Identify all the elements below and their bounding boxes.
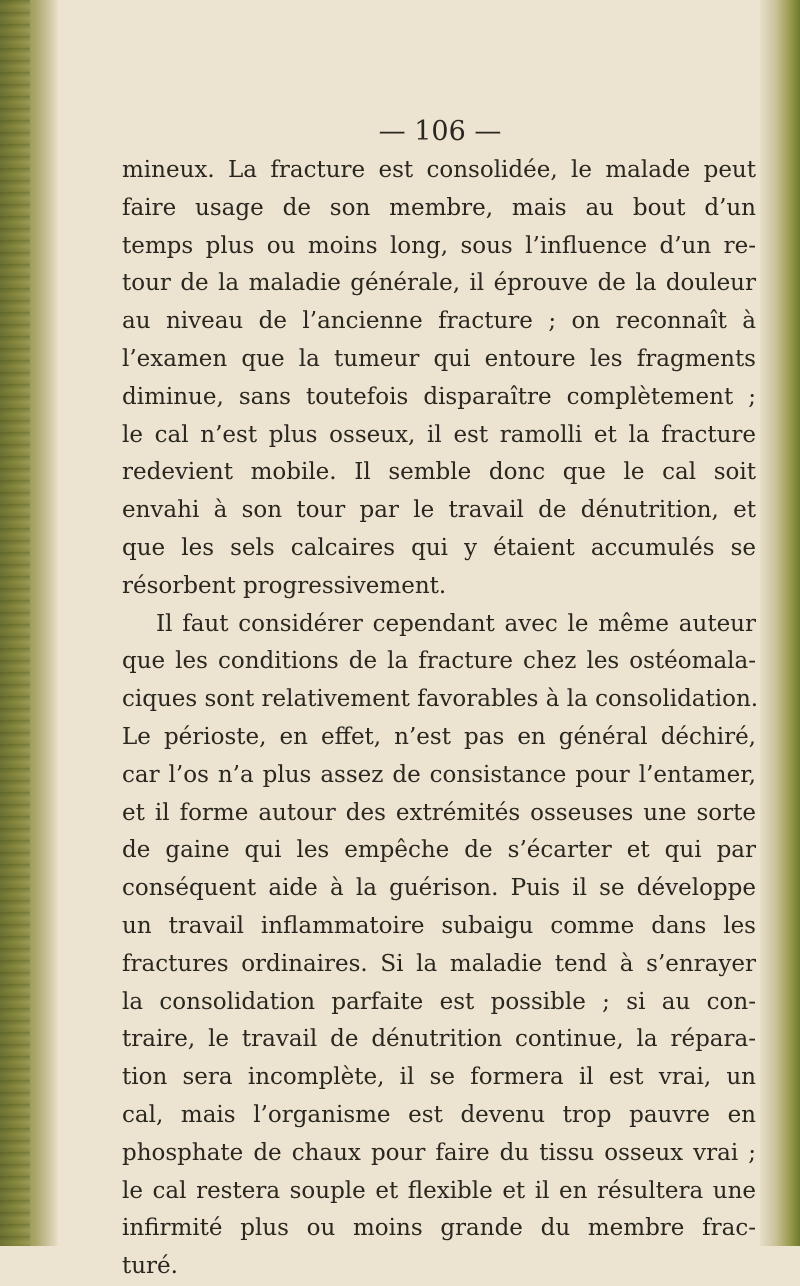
text-line: Le périoste, en effet, n’est pas en général déchiré, [122,723,756,750]
text-body [100,152,764,1286]
text-line: tour de la maladie générale, il éprouve de la douleur [122,270,756,297]
text-line: turé. [122,1253,178,1280]
binding-texture [0,0,30,1246]
text-line: ciques sont relativement favorables à la consolidation. [122,686,759,713]
text-line: traire, le travail de dénutrition continue, la répara- [122,1026,756,1053]
text-line: phosphate de chaux pour faire du tissu osseux vrai ; [122,1139,756,1166]
text-line: diminue, sans toutefois disparaître complètement ; [122,383,756,410]
paragraph [100,152,764,606]
page-body [100,112,764,1286]
text-line: faire usage de son membre, mais au bout d’un [122,194,756,221]
text-line: envahi à son tour par le travail de dénutrition, et [122,497,756,524]
text-line: résorbent progressivement. [122,572,447,599]
text-line: mineux. La fracture est consolidée, le malade peut [122,157,756,183]
text-line: de gaine qui les empêche de s’écarter et qui par [122,837,756,864]
text-line: et il forme autour des extrémités osseuses une sorte [122,799,756,826]
text-line: fractures ordinaires. Si la maladie tend à s’enrayer [122,950,756,977]
text-line: tion sera incomplète, il se formera il est vrai, un [122,1064,756,1091]
text-line: conséquent aide à la guérison. Puis il se développe [122,875,756,902]
page-binding-left-edge [0,0,58,1246]
text-line: cal, mais l’organisme est devenu trop pauvre en [122,1101,756,1128]
text-line: car l’os n’a plus assez de consistance pour l’entamer, [122,761,756,788]
text-line: que les sels calcaires qui y étaient accumulés se [122,534,756,561]
text-line: le cal restera souple et flexible et il en résultera une [122,1177,756,1204]
text-line: l’examen que la tumeur qui entoure les fragments [122,345,756,372]
text-line: redevient mobile. Il semble donc que le cal soit [122,459,756,486]
page-binding-right-edge [760,0,800,1246]
text-line: que les conditions de la fracture chez les ostéomala- [122,648,756,675]
text-line: Il faut considérer cependant avec le même auteur [156,610,756,637]
page-number: — 106 — [378,116,502,147]
text-line: la consolidation parfaite est possible ; si au con- [122,988,756,1015]
text-line: temps plus ou moins long, sous l’influence d’un re- [122,232,756,259]
text-line: au niveau de l’ancienne fracture ; on reconnaît à [122,308,756,335]
text-line: infirmité plus ou moins grande du membre frac- [122,1215,756,1242]
text-line: un travail inflammatoire subaigu comme dans les [122,912,756,939]
text-line: le cal n’est plus osseux, il est ramolli et la fracture [122,421,756,448]
paragraph [100,606,764,1286]
